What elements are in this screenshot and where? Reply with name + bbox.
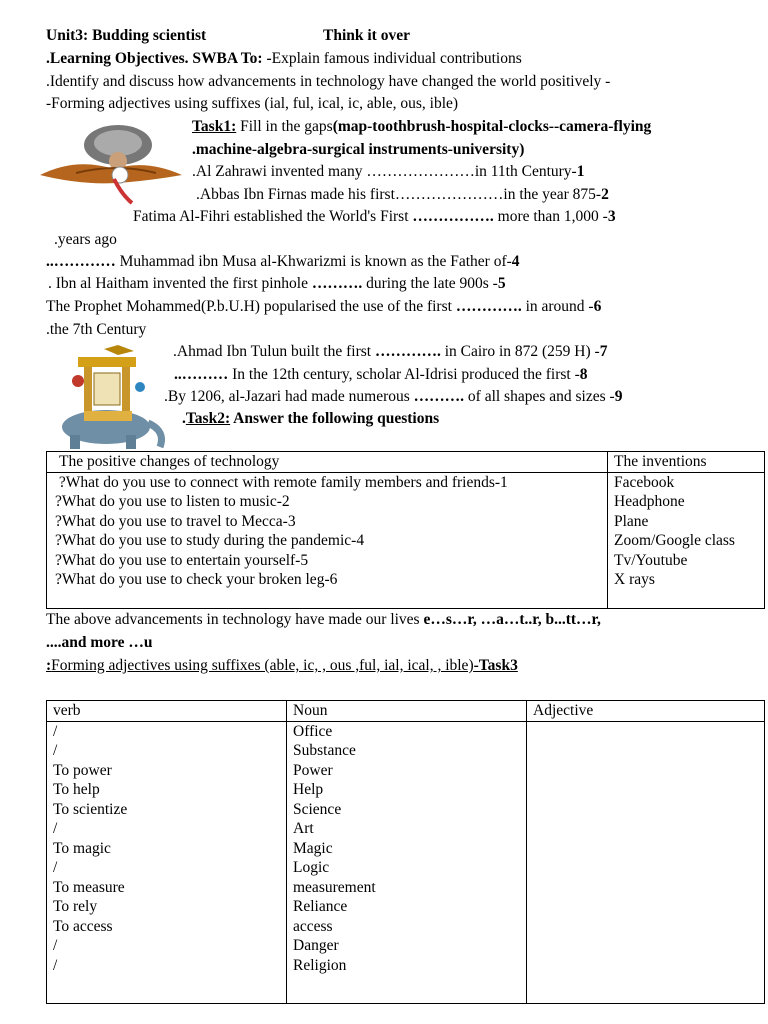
gap-number: 7 [599, 343, 608, 360]
gap-sentence-6-cont: .the 7th Century [46, 321, 147, 338]
verb-item: To measure [53, 878, 125, 896]
nouns-cell [287, 721, 527, 1004]
invention-answer: X rays [614, 571, 655, 588]
gap-dots: ………. [413, 388, 465, 405]
gap-sentence-6 [46, 297, 601, 317]
question-row: ?What do you use to check your broken leg-6 [55, 571, 338, 588]
invention-answer: Headphone [614, 493, 685, 510]
gap-text: . Ibn al Haitham invented the first pinhole [48, 275, 312, 292]
gap-dots: ………. [311, 275, 363, 292]
gap-text: .By 1206, al-Jazari had made numerous [164, 388, 414, 405]
verb-item: / [53, 722, 58, 740]
task1-word-bank-1: (map-toothbrush-hospital-clocks--camera-flying [332, 118, 652, 135]
gap-dots: ……………. [412, 208, 494, 225]
gap-sentence-3 [133, 207, 616, 227]
gap-sentence-2 [196, 185, 609, 205]
noun-item: Power [293, 761, 333, 779]
noun-item: Logic [293, 859, 330, 876]
summary-gaps: e…s…r, …a…t..r, b...tt…r, [423, 611, 601, 628]
verb-item: To rely [53, 898, 98, 915]
gap-number: 3 [607, 208, 616, 225]
task1-label: Task1: [192, 118, 237, 135]
verb-item: / [53, 937, 58, 954]
gap-sentence-4 [46, 252, 520, 272]
gap-text: Fatima Al-Fihri established the World's First [133, 208, 413, 225]
gap-dots: ..……… [174, 366, 229, 383]
noun-item: Office [293, 722, 333, 740]
objective-3: -Forming adjectives using suffixes (ial, ful, ical, ic, able, ous, ible) [46, 95, 459, 112]
gap-text: The Prophet Mohammed(P.b.U.H) popularised the use of the first [46, 298, 456, 315]
question-row: ?What do you use to travel to Mecca-3 [55, 512, 296, 530]
verb-item: / [53, 859, 58, 876]
gap-text: .Al Zahrawi invented many …………………in 11th Century- [192, 163, 577, 180]
invention-answer: Plane [614, 512, 649, 530]
task3-label: -Task3 [473, 657, 518, 674]
gap-number: 1 [576, 163, 585, 180]
summary-line-1 [46, 610, 601, 630]
think-it-over: Think it over [323, 27, 410, 44]
verb-item: / [53, 820, 58, 837]
gap-text: Muhammad ibn Musa al-Khwarizmi is known as the Father of- [115, 253, 512, 270]
table-header-row [47, 452, 765, 473]
gap-dots: …………. [374, 343, 441, 360]
table-body [47, 472, 765, 608]
table-body [47, 721, 765, 1004]
invention-answer: Tv/Youtube [614, 551, 688, 569]
gap-text: in Cairo in 872 (259 H) - [440, 343, 600, 360]
gap-sentence-1 [192, 162, 584, 182]
task3-header [46, 656, 518, 676]
task2-instructions: Answer the following questions [230, 410, 440, 427]
task1-word-bank-2: .machine-algebra-surgical instruments-university) [192, 141, 525, 158]
table-header-row [47, 701, 765, 722]
noun-item: Reliance [293, 898, 348, 915]
gap-sentence-7 [173, 342, 607, 362]
task2-header [182, 409, 439, 429]
task3-table [46, 700, 765, 1004]
adjectives-cell[interactable] [527, 721, 765, 1004]
verb-item: / [53, 742, 58, 759]
task2-label: Task2: [185, 410, 231, 427]
verb-item: To power [53, 761, 112, 779]
verb-item: / [53, 956, 58, 974]
question-row: ?What do you use to study during the pandemic-4 [55, 532, 365, 549]
noun-item: Substance [293, 742, 356, 759]
noun-item: Religion [293, 956, 347, 974]
gap-number: 2 [601, 186, 609, 203]
gap-text: in around - [521, 298, 594, 315]
gap-text: .Abbas Ibn Firnas made his first…………………in the year 875- [196, 186, 602, 203]
objective-1-text: Explain famous individual contributions [271, 50, 522, 67]
column-header: verb [47, 701, 287, 722]
gap-sentence-9 [164, 387, 622, 407]
question-row: ?What do you use to connect with remote family members and friends-1 [55, 473, 508, 491]
inventions-cell [608, 472, 765, 608]
verb-item: To magic [53, 839, 111, 857]
noun-item: Science [293, 800, 342, 818]
task1-instructions: Fill in the gaps [236, 118, 333, 135]
gap-number: 6 [593, 298, 602, 315]
unit-title: Unit3: Budding scientist [46, 27, 207, 44]
gap-number: 8 [579, 366, 588, 383]
task3-instructions: Forming adjectives using suffixes (able, ic, , ous ,ful, ial, ical, , ible) [51, 657, 474, 674]
gap-text: during the late 900s - [362, 275, 498, 292]
objectives-label: .Learning Objectives. SWBA To: - [46, 50, 272, 67]
verb-item: To access [53, 917, 113, 935]
invention-answer: Facebook [614, 473, 675, 491]
noun-item: measurement [293, 878, 376, 896]
flying-scholar-illustration [36, 117, 186, 209]
noun-item: Danger [293, 937, 339, 954]
gap-dots: …………. [455, 298, 522, 315]
column-header: Noun [287, 701, 527, 722]
gap-text: of all shapes and sizes - [464, 388, 615, 405]
noun-item: Magic [293, 839, 333, 857]
gap-sentence-5 [48, 274, 506, 294]
noun-item: Art [293, 820, 314, 837]
question-row: ?What do you use to entertain yourself-5 [55, 551, 309, 569]
question-row: ?What do you use to listen to music-2 [55, 493, 290, 510]
gap-text: In the 12th century, scholar Al-Idrisi produced the first - [228, 366, 580, 383]
column-header: The positive changes of technology [47, 452, 608, 473]
column-header: The inventions [608, 452, 765, 473]
noun-item: access [293, 917, 333, 935]
gap-dots: ..………… [46, 253, 116, 270]
gap-number: 9 [614, 388, 623, 405]
task3-colon: : [46, 657, 52, 674]
invention-answer: Zoom/Google class [614, 532, 735, 549]
objective-1 [46, 49, 522, 69]
gap-sentence-8 [174, 365, 588, 385]
elephant-clock-illustration [44, 343, 172, 449]
verb-item: To help [53, 781, 100, 798]
task2-dot: . [182, 410, 186, 427]
task2-table [46, 451, 765, 609]
gap-text: .Ahmad Ibn Tulun built the first [173, 343, 375, 360]
gap-number: 5 [497, 275, 506, 292]
task1-header [192, 117, 651, 137]
column-header: Adjective [527, 701, 765, 722]
gap-text: more than 1,000 - [493, 208, 608, 225]
summary-line-2: ....and more …u [46, 634, 153, 651]
questions-cell [47, 472, 608, 608]
objective-2: .Identify and discuss how advancements in technology have changed the world positively - [46, 73, 611, 90]
noun-item: Help [293, 781, 324, 798]
verb-item: To scientize [53, 800, 128, 818]
gap-sentence-3-cont: .years ago [54, 231, 117, 248]
summary-text: The above advancements in technology have made our lives [46, 611, 424, 628]
gap-number: 4 [511, 253, 520, 270]
verbs-cell [47, 721, 287, 1004]
